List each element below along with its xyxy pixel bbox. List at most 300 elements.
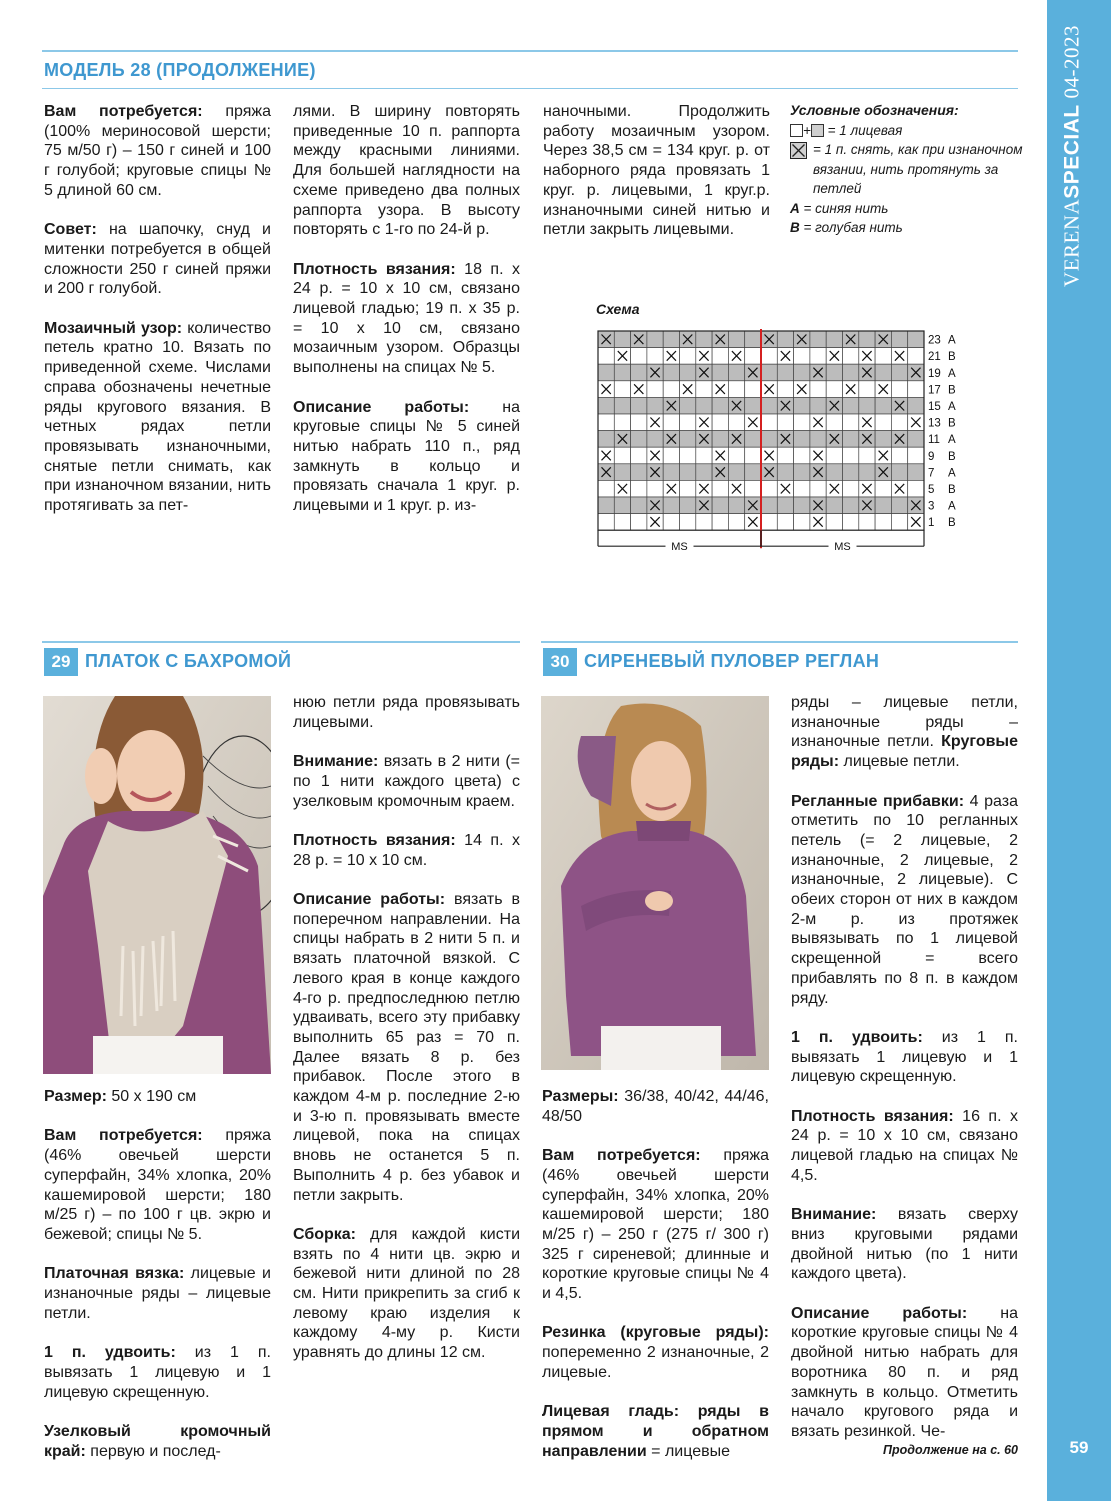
issue-number: 04-2023 xyxy=(1059,24,1084,99)
paragraph-text: 18 п. x 24 р. = 10 x 10 см, связано лицевой гладью; 19 п. x 35 р. = 10 x 10 см, связано мозаичным узором. Образцы выполнены на спицах № 5. xyxy=(293,260,521,377)
paragraph-heading: Узелковый кромочный край: xyxy=(44,1422,271,1460)
paragraph-text: 50 x 190 см xyxy=(106,1088,197,1105)
chart-cell xyxy=(908,447,924,464)
chart-cell xyxy=(777,464,793,481)
chart-cell xyxy=(712,348,728,365)
chart-cell xyxy=(761,348,777,365)
chart-cell xyxy=(777,514,793,531)
row-number-label: 13 xyxy=(928,417,941,430)
row-yarn-label: A xyxy=(948,367,956,380)
chart-cell xyxy=(908,480,924,497)
chart-cell xyxy=(875,514,891,531)
divider-under-title xyxy=(42,88,1018,89)
paragraph xyxy=(542,1087,769,1126)
row-number-label: 3 xyxy=(928,500,935,513)
paragraph xyxy=(293,831,520,870)
chart-cell xyxy=(908,331,924,348)
chart-cell xyxy=(761,431,777,448)
chart-cell xyxy=(777,414,793,431)
paragraph xyxy=(44,1126,271,1244)
row-yarn-label: B xyxy=(948,351,956,364)
chart-cell xyxy=(614,397,630,414)
chart-cell xyxy=(859,447,875,464)
chart-cell xyxy=(810,397,826,414)
paragraph xyxy=(293,102,520,240)
chart-cell xyxy=(826,414,842,431)
chart-cell xyxy=(810,348,826,365)
chart-cell xyxy=(875,414,891,431)
model29-title: ПЛАТОК С БАХРОМОЙ xyxy=(85,651,292,671)
paragraph-text: ряды – лицевые петли, изнаночные ряды – изнаночные петли. xyxy=(791,694,1018,751)
paragraph xyxy=(44,102,271,201)
chart-cell xyxy=(891,414,907,431)
row-yarn-label: A xyxy=(948,500,956,513)
paragraph-heading: Лицевая гладь: ряды в прямом и обратном направлении xyxy=(542,1403,769,1460)
paragraph-text: вязать в поперечном направлении. На спицы набрать в 2 нити 5 п. и вязать платочной вязкой. С левого края в конце каждого 4-го р. предпоследнюю петлю удваивать, всего эту прибавку выполнить 65 раз = 70 п. Далее вязать 8 р. без прибавок. После этого в каждом 4-м р. последние 2-ю и 3-ю п. провязывать вместе лицевой, пока на спицах вновь не останется 5 п. Выполнить 4 р. без убавок и петли закрыть. xyxy=(293,890,521,1204)
chart-cell xyxy=(794,497,810,514)
paragraph-text: пряжа (46% овечьей шерсти суперфайн, 34% хлопка, 20% кашемировой шерсти; 180 м/25 г) – по 100 г цв. экрю и бежевой; спицы № 5. xyxy=(44,1127,271,1243)
chart-cell xyxy=(680,514,696,531)
paragraph-text: лицевые и изнаночные ряды – лицевые петли. xyxy=(44,1265,271,1322)
chart-cell xyxy=(908,348,924,365)
row-yarn-label: A xyxy=(948,401,956,413)
chart-cell xyxy=(598,364,614,381)
chart-cell xyxy=(680,397,696,414)
paragraph-text: 16 п. x 24 р. = 10 x 10 см, связано лицевой гладью на спицах № 4,5. xyxy=(791,1107,1019,1184)
chart-cell xyxy=(663,514,679,531)
paragraph-heading: Мозаичный узор: xyxy=(44,319,183,337)
chart-cell xyxy=(891,497,907,514)
row-yarn-label: B xyxy=(948,517,956,530)
model28-column-2 xyxy=(293,102,520,535)
chart-cell xyxy=(761,414,777,431)
legend-a-key: А xyxy=(790,200,800,216)
chart-cell xyxy=(631,364,647,381)
divider-top xyxy=(42,50,1018,52)
chart-cell xyxy=(810,480,826,497)
chart-cell xyxy=(843,480,859,497)
chart-cell xyxy=(647,480,663,497)
chart-cell xyxy=(663,381,679,398)
paragraph-heading: Регланные прибавки: xyxy=(791,792,965,810)
chart-cell xyxy=(891,464,907,481)
chart-cell xyxy=(843,431,859,448)
chart-cell xyxy=(859,331,875,348)
chart-cell xyxy=(631,514,647,531)
chart-cell xyxy=(712,414,728,431)
chart-cell xyxy=(680,431,696,448)
paragraph xyxy=(44,1422,271,1461)
chart-cell xyxy=(728,514,744,531)
legend xyxy=(790,101,1030,238)
paragraph-text: первую и послед- xyxy=(85,1442,221,1460)
chart-cell xyxy=(843,414,859,431)
chart-cell xyxy=(631,431,647,448)
paragraph-heading: Размер: xyxy=(44,1088,107,1105)
chart-cell xyxy=(777,331,793,348)
chart-cell xyxy=(794,480,810,497)
chart-cell xyxy=(843,397,859,414)
chart-cell xyxy=(663,414,679,431)
chart-cell xyxy=(598,397,614,414)
sidebar-brand xyxy=(1052,24,1092,287)
model29-column-2 xyxy=(293,693,520,1383)
chart-cell xyxy=(614,414,630,431)
chart-cell xyxy=(794,514,810,531)
chart-cell xyxy=(680,464,696,481)
paragraph xyxy=(44,319,271,516)
chart-cell xyxy=(680,414,696,431)
chart-cell xyxy=(696,381,712,398)
paragraph xyxy=(44,1343,271,1402)
chart-cell xyxy=(728,331,744,348)
model30-title: СИРЕНЕВЫЙ ПУЛОВЕР РЕГЛАН xyxy=(584,651,880,671)
chart-cell xyxy=(728,464,744,481)
paragraph xyxy=(542,1323,769,1382)
chart-cell xyxy=(761,397,777,414)
chart-cell xyxy=(614,381,630,398)
legend-b-key: В xyxy=(790,220,800,235)
chart-cell xyxy=(794,397,810,414)
chart-cell xyxy=(826,464,842,481)
paragraph-text: наночными. Продолжить работу мозаичным узором. Через 38,5 см = 134 круг. р. от наборного ряда провязать 1 круг. р. лицевыми, 1 круг.р. изнаночными синей нитью и петли закрыть лицевыми. xyxy=(543,103,770,239)
chart-cell xyxy=(728,364,744,381)
chart-cell xyxy=(777,364,793,381)
paragraph-heading: Вам потребуется: xyxy=(542,1147,701,1165)
chart-cell xyxy=(696,464,712,481)
chart-cell xyxy=(680,447,696,464)
chart-cell xyxy=(712,431,728,448)
repeat-label: MS xyxy=(834,541,851,554)
row-yarn-label: B xyxy=(948,450,956,463)
chart-cell xyxy=(647,381,663,398)
page-number: 59 xyxy=(1069,1438,1089,1457)
legend-title: Условные обозначения: xyxy=(790,102,959,118)
chart-cell xyxy=(777,447,793,464)
white-square-icon xyxy=(790,124,803,137)
chart-cell xyxy=(843,497,859,514)
chart-cell xyxy=(614,464,630,481)
paragraph xyxy=(791,1304,1018,1442)
chart-cell xyxy=(745,348,761,365)
model29-photo xyxy=(43,696,271,1074)
model28-column-1 xyxy=(44,102,271,535)
chart-cell xyxy=(891,364,907,381)
chart-cell xyxy=(875,348,891,365)
chart-cell xyxy=(728,497,744,514)
paragraph xyxy=(542,1402,769,1461)
chart-cell xyxy=(908,381,924,398)
chart-cell xyxy=(810,381,826,398)
row-yarn-label: B xyxy=(948,417,956,430)
chart-cell xyxy=(598,414,614,431)
paragraph-text: 36/38, 40/42, 44/46, 48/50 xyxy=(542,1088,769,1125)
model30-number-badge: 30 xyxy=(543,648,577,676)
chart-cell xyxy=(826,364,842,381)
legend-b-text: = голубая нить xyxy=(803,220,903,235)
chart-cell xyxy=(875,364,891,381)
chart-cell xyxy=(745,447,761,464)
chart-cell xyxy=(614,447,630,464)
row-number-label: 15 xyxy=(928,401,941,413)
chart-cell xyxy=(631,464,647,481)
chart-cell xyxy=(826,381,842,398)
paragraph-heading: Описание работы: xyxy=(293,890,446,908)
chart-cell xyxy=(891,447,907,464)
paragraph-text: лицевые петли. xyxy=(839,753,960,771)
row-number-label: 9 xyxy=(928,450,935,463)
paragraph-heading: Круговые ряды: xyxy=(791,733,1018,771)
chart-cell xyxy=(614,514,630,531)
chart-cell xyxy=(875,497,891,514)
chart-cell xyxy=(663,331,679,348)
legend-knit-text: = 1 лицевая xyxy=(827,122,903,138)
row-yarn-label: B xyxy=(948,484,956,496)
paragraph-heading: Платочная вязка: xyxy=(44,1265,185,1283)
chart-cell xyxy=(745,431,761,448)
chart-cell xyxy=(761,480,777,497)
row-yarn-label: A xyxy=(948,467,956,480)
paragraph-heading: Вам потребуется: xyxy=(44,1127,203,1145)
chart-cell xyxy=(794,464,810,481)
chart-cell xyxy=(810,331,826,348)
paragraph xyxy=(791,792,1018,1009)
chart-cell xyxy=(631,414,647,431)
brand-main: VERENA xyxy=(1059,198,1084,287)
paragraph-text: пряжа (46% овечьей шерсти суперфайн, 34% хлопка, 20% кашемировой шерсти; 180 м/25 г) – 250 г (275 г/ 300 г) 325 г сиреневой; длинные и короткие круговые спицы № 4 и 4,5. xyxy=(542,1147,769,1303)
chart-cell xyxy=(826,331,842,348)
chart-cell xyxy=(777,381,793,398)
paragraph xyxy=(791,1205,1018,1284)
chart-cell xyxy=(663,364,679,381)
chart-cell xyxy=(843,364,859,381)
chart-cell xyxy=(794,447,810,464)
paragraph-heading: Описание работы: xyxy=(293,398,470,416)
chart-cell xyxy=(859,514,875,531)
chart-cell xyxy=(631,497,647,514)
gray-square-icon xyxy=(811,124,824,137)
paragraph xyxy=(293,890,520,1205)
chart-cell xyxy=(728,414,744,431)
paragraph xyxy=(791,1028,1018,1087)
paragraph-text: вязать в 2 нити (= по 1 нити каждого цвета) с узелковым кромочным краем. xyxy=(293,753,520,810)
paragraph xyxy=(293,398,520,516)
row-yarn-label: B xyxy=(948,384,956,397)
chart-cell xyxy=(891,381,907,398)
chart-cell xyxy=(826,497,842,514)
chart-cell xyxy=(614,497,630,514)
paragraph xyxy=(543,102,770,240)
chart-cell xyxy=(680,497,696,514)
chart-cell xyxy=(663,497,679,514)
paragraph xyxy=(44,1087,271,1107)
paragraph xyxy=(791,1107,1018,1186)
chart-cell xyxy=(712,480,728,497)
chart-cell xyxy=(875,397,891,414)
row-number-label: 1 xyxy=(928,517,935,530)
paragraph xyxy=(293,1225,520,1363)
chart-cell xyxy=(647,331,663,348)
chart-cell xyxy=(614,364,630,381)
chart-cell xyxy=(843,348,859,365)
chart-cell xyxy=(696,514,712,531)
paragraph-text: из 1 п. вывязать 1 лицевую и 1 лицевую скрещенную. xyxy=(44,1344,271,1401)
paragraph-heading: 1 п. удвоить: xyxy=(791,1028,923,1046)
chart-cell xyxy=(631,480,647,497)
paragraph-text: 4 раза отметить по 10 регланных петель (= 2 лицевые, 2 изнаночные, 2 лицевые, 2 изнаночные, 2 лицевые). С обеих сторон от них в каждом 2-м р. из протяжек вывязывать по 1 лицевой скрещенной = всего прибавлять по 8 п. в каждом ряду. xyxy=(791,792,1019,1007)
chart-cell xyxy=(777,497,793,514)
legend-slip xyxy=(790,140,1030,199)
paragraph xyxy=(293,260,520,378)
paragraph xyxy=(44,1264,271,1323)
chart-cell xyxy=(843,464,859,481)
chart-cell xyxy=(663,447,679,464)
chart-cell xyxy=(761,364,777,381)
chart-cell xyxy=(696,331,712,348)
chart-cell xyxy=(598,497,614,514)
paragraph-heading: Резинка (круговые ряды): xyxy=(542,1324,769,1342)
chart-cell xyxy=(745,464,761,481)
chart-cell xyxy=(663,464,679,481)
chart-cell xyxy=(680,364,696,381)
brand-special: SPECIAL xyxy=(1060,103,1084,199)
paragraph-heading: Плотность вязания: xyxy=(791,1107,954,1125)
paragraph-heading: Плотность вязания: xyxy=(293,260,456,278)
paragraph-text: = лицевые xyxy=(646,1442,731,1460)
model29-column-1 xyxy=(44,1087,271,1481)
paragraph-text: на шапочку, снуд и митенки потребуется в общей сложности 250 г синей пряжи и 200 г голубой. xyxy=(44,221,271,298)
model29-number-badge: 29 xyxy=(44,648,78,676)
row-number-label: 7 xyxy=(928,467,935,480)
row-number-label: 19 xyxy=(928,367,941,380)
chart-cell xyxy=(891,331,907,348)
paragraph-text: лями. В ширину повторять приведенные 10 п. раппорта между красными линиями. Для большей наглядности на схеме приведено два полных раппорта узора. В высоту повторять с 1-го по 24-й р. xyxy=(293,103,520,239)
paragraph-text: вязать сверху вниз круговыми рядами двойной нитью (по 1 нити каждого цвета). xyxy=(791,1206,1018,1283)
chart-cell xyxy=(631,447,647,464)
row-yarn-label: A xyxy=(948,434,956,447)
chart-cell xyxy=(728,447,744,464)
chart-cell xyxy=(745,397,761,414)
crossed-square-icon xyxy=(790,142,807,159)
chart-cell xyxy=(794,414,810,431)
model28-column-3 xyxy=(543,102,770,260)
paragraph-text: на круговые спицы № 5 синей нитью набрать 110 п., ряд замкнуть в кольцо и провязать сначала 1 круг. р. лицевыми и 1 круг. р. из- xyxy=(293,398,520,515)
chart-cell xyxy=(826,447,842,464)
chart-cell xyxy=(908,431,924,448)
chart-cell xyxy=(859,464,875,481)
chart-cell xyxy=(794,431,810,448)
model30-column-2 xyxy=(791,693,1018,1461)
chart-cell xyxy=(908,397,924,414)
paragraph xyxy=(293,693,520,732)
chart-cell xyxy=(598,514,614,531)
chart-cell xyxy=(598,348,614,365)
chart-cell xyxy=(696,447,712,464)
chart-cell xyxy=(614,331,630,348)
chart-cell xyxy=(843,447,859,464)
chart-cell xyxy=(680,348,696,365)
chart-cell xyxy=(712,397,728,414)
chart-cell xyxy=(810,431,826,448)
paragraph xyxy=(791,693,1018,772)
row-number-label: 17 xyxy=(928,384,941,397)
legend-yarn-b xyxy=(790,218,1030,238)
paragraph-heading: Плотность вязания: xyxy=(293,831,456,849)
paragraph-text: количество петель кратно 10. Вязать по приведенной схеме. Числами справа обозначены нечетные ряды кругового вязания. В четных рядах петли провязывать изнаночными, снятые петли снимать, как при изнаночном вязании, нить протягивать за пет- xyxy=(44,319,271,515)
paragraph-heading: 1 п. удвоить: xyxy=(44,1344,176,1362)
paragraph-text: 14 п. x 28 р. = 10 x 10 см. xyxy=(293,831,521,869)
chart-cell xyxy=(859,397,875,414)
chart-title: Схема xyxy=(596,301,640,317)
chart-cell xyxy=(745,331,761,348)
chart-cell xyxy=(712,514,728,531)
continued-note: Продолжение на с. 60 xyxy=(883,1443,1018,1457)
chart-cell xyxy=(712,497,728,514)
chart-cell xyxy=(875,431,891,448)
chart-cell xyxy=(859,381,875,398)
chart-cell xyxy=(647,348,663,365)
chart-cell xyxy=(745,381,761,398)
repeat-label: MS xyxy=(671,541,688,554)
chart-cell xyxy=(826,514,842,531)
chart-cell xyxy=(891,514,907,531)
row-number-label: 23 xyxy=(928,334,941,347)
chart-cell xyxy=(761,514,777,531)
chart-cell xyxy=(598,431,614,448)
paragraph xyxy=(293,752,520,811)
chart-cell xyxy=(712,364,728,381)
paragraph-text: для каждой кисти взять по 4 нити цв. экрю и бежевой нити длиной по 28 см. Нити прикрепить за сгиб к левому краю изделия к каждому 4-му р. Кисти уравнять до длины 12 см. xyxy=(293,1225,520,1362)
chart-cell xyxy=(728,381,744,398)
legend-a-text: = синяя нить xyxy=(803,200,889,216)
paragraph xyxy=(542,1146,769,1304)
legend-yarn-a xyxy=(790,199,1030,219)
chart-cell xyxy=(843,514,859,531)
paragraph-heading: Вам потребуется: xyxy=(44,103,203,120)
paragraph-text: нюю петли ряда провязывать лицевыми. xyxy=(293,694,520,731)
chart-cell xyxy=(875,480,891,497)
row-number-label: 21 xyxy=(928,351,941,364)
paragraph-heading: Описание работы: xyxy=(791,1304,968,1322)
chart-cell xyxy=(745,480,761,497)
chart-cell xyxy=(598,480,614,497)
model30-photo xyxy=(541,696,769,1070)
paragraph-heading: Совет: xyxy=(44,221,97,239)
paragraph-text: на короткие круговые спицы № 4 двойной нитью набрать для воротника 80 п. и ряд замкнуть в кольцо. Отметить начало кругового ряда и вязать резинкой. Че- xyxy=(791,1304,1018,1440)
model28-title: МОДЕЛЬ 28 (ПРОДОЛЖЕНИЕ) xyxy=(44,60,316,80)
divider-model29 xyxy=(42,641,520,643)
knitting-chart xyxy=(590,325,970,560)
chart-cell xyxy=(761,497,777,514)
chart-cell xyxy=(908,464,924,481)
paragraph-heading: Размеры: xyxy=(542,1088,619,1105)
row-number-label: 11 xyxy=(928,434,940,447)
model30-column-1 xyxy=(542,1087,769,1481)
chart-cell xyxy=(794,364,810,381)
row-yarn-label: A xyxy=(948,334,956,347)
paragraph-text: попеременно 2 изнаночные, 2 лицевые. xyxy=(542,1344,769,1381)
row-number-label: 5 xyxy=(928,484,935,496)
chart-cell xyxy=(647,397,663,414)
paragraph xyxy=(44,220,271,299)
paragraph-text: пряжа (100% мериносовой шерсти; 75 м/50 г) – 150 г синей и 100 г голубой; круговые спицы № 5 длиной 60 см. xyxy=(44,103,271,199)
legend-slip-text: = 1 п. снять, как при изнаночном вязании, нить протянуть за петлей xyxy=(813,142,1023,196)
chart-cell xyxy=(631,348,647,365)
paragraph-heading: Сборка: xyxy=(293,1225,357,1243)
paragraph-heading: Внимание: xyxy=(293,753,379,771)
paragraph-heading: Внимание: xyxy=(791,1206,877,1224)
chart-cell xyxy=(631,397,647,414)
